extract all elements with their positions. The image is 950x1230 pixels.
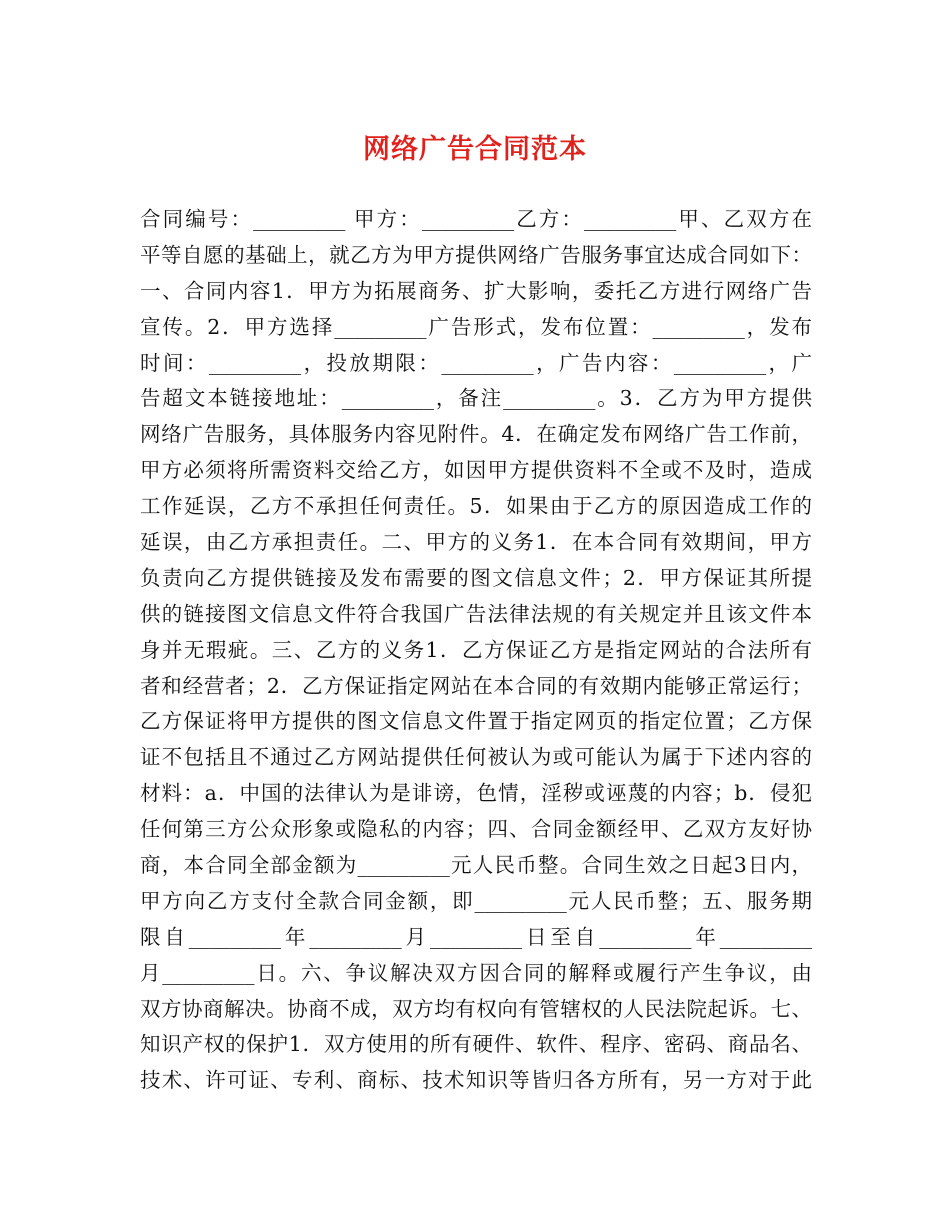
- body-line-2: 平等自愿的基础上，就乙方为甲方提供网络广告服务事宜达成合同如下：: [140, 242, 812, 267]
- body-line-18: 任何第三方公众形象或隐私的内容；四、合同金额经甲、乙双方友好协: [140, 817, 812, 842]
- body-line-11: 负责向乙方提供链接及发布需要的图文信息文件；2．甲方保证其所提: [140, 565, 812, 590]
- document-title: 网络广告合同范本: [363, 134, 587, 165]
- body-line-14: 者和经营者；2．乙方保证指定网站在本合同的有效期内能够正常运行；: [140, 673, 812, 698]
- body-line-10: 延误，由乙方承担责任。二、甲方的义务1．在本合同有效期间，甲方: [140, 530, 812, 555]
- body-line-16: 证不包括且不通过乙方网站提供任何被认为或可能认为属于下述内容的: [140, 745, 812, 770]
- body-line-5: 时间：_________，投放期限：_________，广告内容：_________，广: [140, 350, 812, 375]
- body-line-23: 双方协商解决。协商不成，双方均有权向有管辖权的人民法院起诉。七、: [140, 996, 812, 1021]
- body-line-8: 甲方必须将所需资料交给乙方，如因甲方提供资料不全或不及时，造成: [140, 458, 812, 483]
- body-line-25: 技术、许可证、专利、商标、技术知识等皆归各方所有，另一方对于此: [140, 1068, 812, 1093]
- body-line-22: 月_________日。六、争议解决双方因合同的解释或履行产生争议，由: [140, 960, 812, 985]
- body-line-12: 供的链接图文信息文件符合我国广告法律法规的有关规定并且该文件本: [140, 601, 812, 626]
- body-line-19: 商，本合同全部金额为_________元人民币整。合同生效之日起3日内，: [140, 853, 812, 878]
- body-line-24: 知识产权的保护1．双方使用的所有硬件、软件、程序、密码、商品名、: [140, 1032, 812, 1057]
- body-line-20: 甲方向乙方支付全款合同金额，即_________元人民币整；五、服务期: [140, 888, 812, 913]
- body-line-15: 乙方保证将甲方提供的图文信息文件置于指定网页的指定位置；乙方保: [140, 709, 812, 734]
- body-line-6: 告超文本链接地址：_________，备注_________。3．乙方为甲方提供: [140, 386, 812, 411]
- body-line-13: 身并无瑕疵。三、乙方的义务1．乙方保证乙方是指定网站的合法所有: [140, 637, 812, 662]
- body-line-21: 限自_________年_________月_________日至自_________年_________: [140, 924, 812, 949]
- body-line-9: 工作延误，乙方不承担任何责任。5．如果由于乙方的原因造成工作的: [140, 494, 812, 519]
- body-line-4: 宣传。2．甲方选择_________广告形式，发布位置：_________，发布: [140, 314, 812, 339]
- body-line-17: 材料：a．中国的法律认为是诽谤，色情，淫秽或诬蔑的内容；b．侵犯: [140, 781, 812, 806]
- body-line-7: 网络广告服务，具体服务内容见附件。4．在确定发布网络广告工作前，: [140, 422, 812, 447]
- body-line-3: 一、合同内容1．甲方为拓展商务、扩大影响，委托乙方进行网络广告: [140, 278, 812, 303]
- contract-body: [140, 202, 812, 1099]
- body-line-1: 合同编号：_________ 甲方：_________乙方：_________甲、乙双方在: [140, 207, 812, 231]
